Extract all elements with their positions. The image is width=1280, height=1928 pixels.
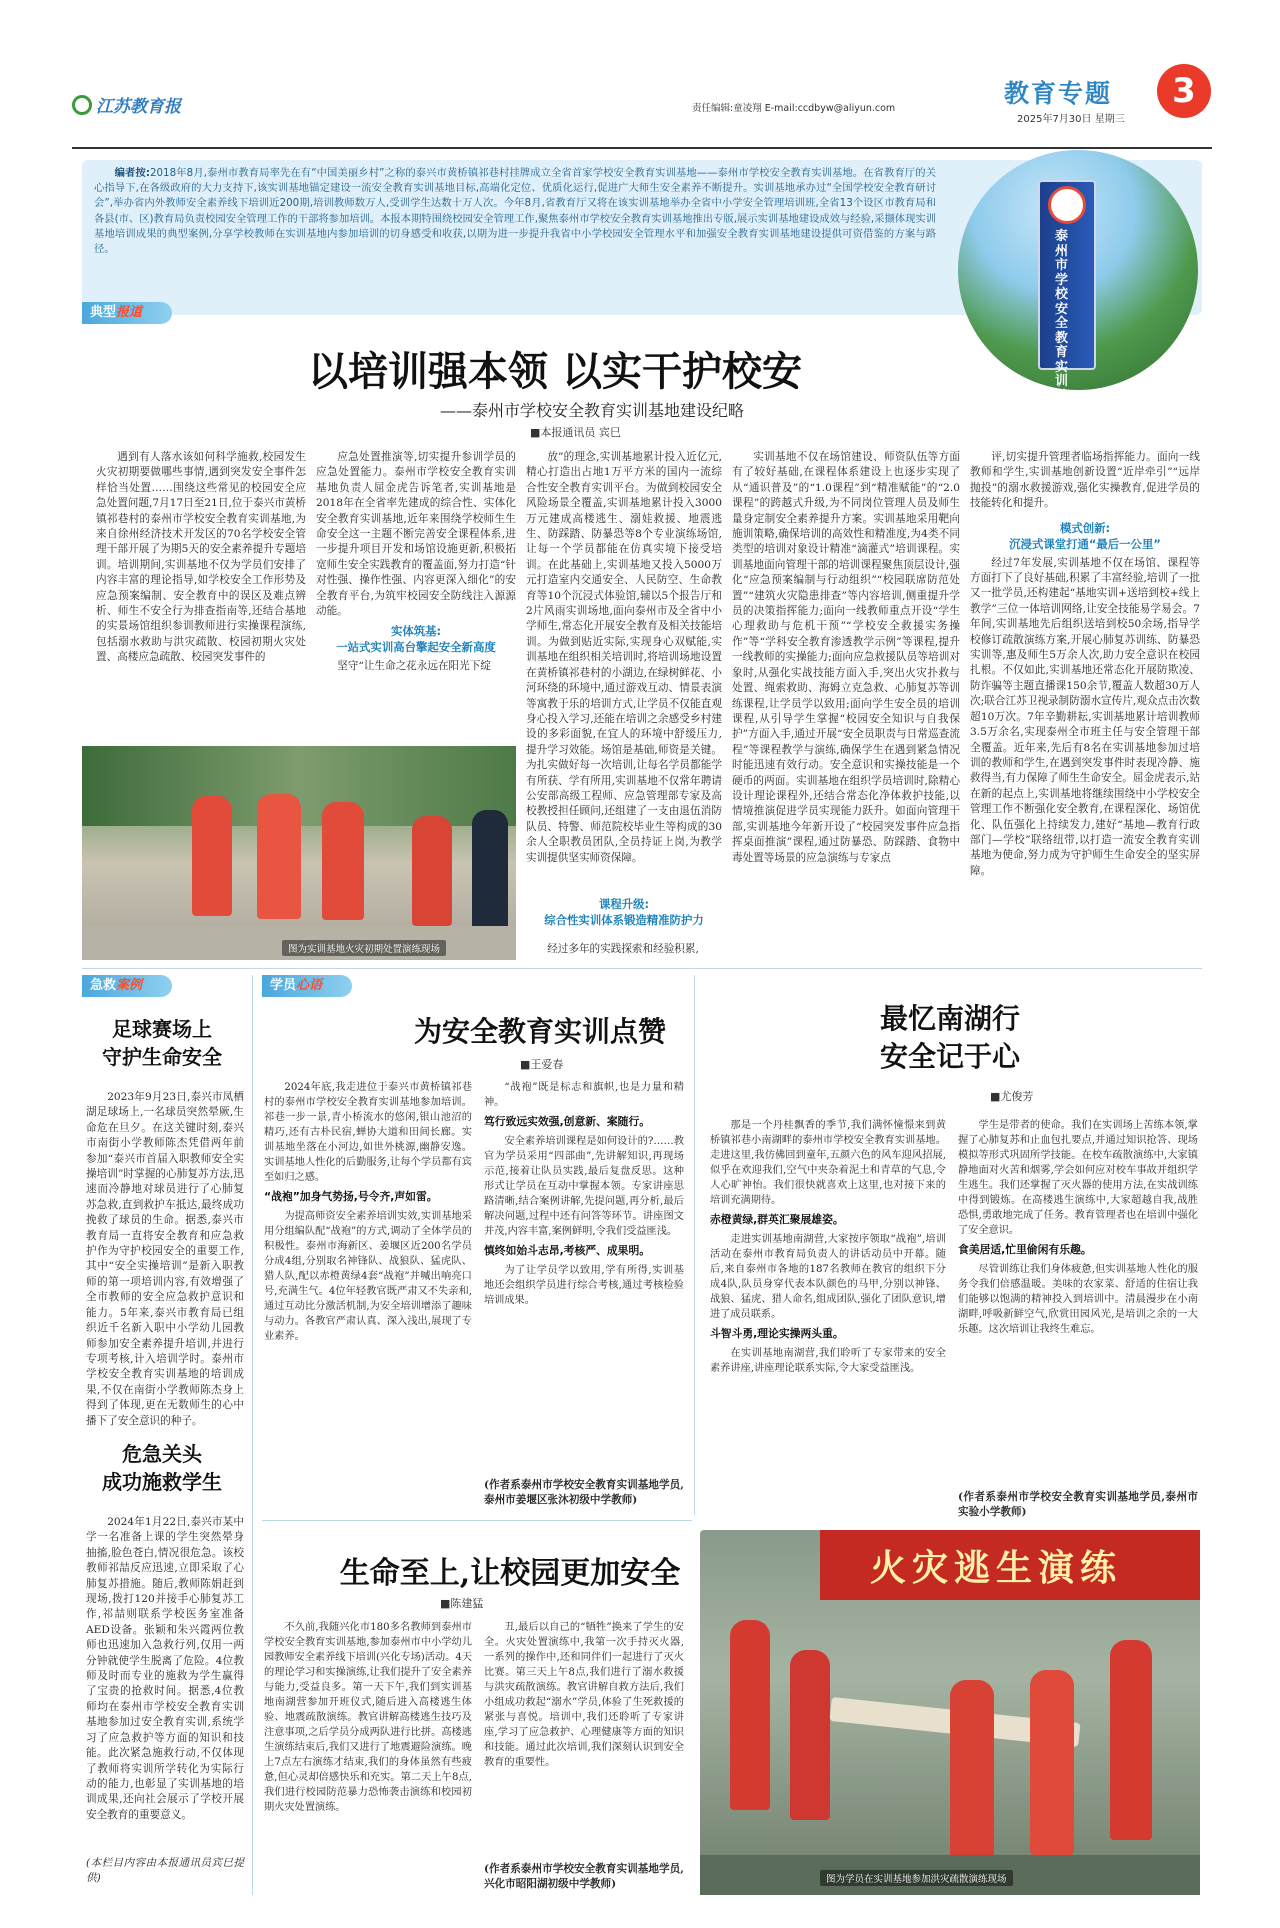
feature-col-3: 放”的理念,实训基地累计投入近亿元,精心打造出占地1万平方米的国内一流综合性安全教育实训平台。为做到校园安全风险场景全覆盖,实训基地累计投入3000万元建成高楼逃生、溺娃救援、地震逃生、防踩踏、防暴恐等8个专业演练场馆,让每一个学员都能在仿真实境下接受培训。在此基础上,实训基地又投入5000万元打造室内交通安全、人民防空、生命教育等10个沉浸式体验馆,辅以5个报告厅和2片风雨实训场地,面向泰州市及全省中小学师生,常态化开展安全教育及相关技能培训。为做到贴近实际,实现身心双赋能,实训基地在组织相关培训时,将培训场地设置在黄桥镇祁巷村的小湖边,在绿树鲜花、小河环绕的环境中,通过游戏互动、情景表演等寓教于乐的培训方式,让学员不仅能直观身心投入学习,还能在培训之余感受乡村建设的多彩面貌,在宜人的环境中舒缓压力,提升学习效能。场馆是基础,师资是关键。为扎实做好每一次培训,让每名学员都能学有所获、学有所用,实训基地不仅常年聘请公安部高级工程师、应急管理部专家及高校教授担任顾问,还组建了一支由退伍消防队员、特警、师范院校毕业生等构成的30余人全职教员团队,全员持证上岗,为教学实训提供坚实师资保障。 bbox=[526, 451, 722, 864]
evacuation-drill-photo bbox=[700, 1530, 1200, 1895]
case-1-title: 足球赛场上 守护生命安全 bbox=[102, 1017, 222, 1069]
feature-subtitle: ——泰州市学校安全教育实训基地建设纪略 bbox=[440, 401, 745, 420]
editor-note-text: 2018年8月,泰州市教育局率先在有“中国美丽乡村”之称的泰兴市黄桥镇祁巷村挂牌成立全省首家学校安全教育实训基地——泰州市学校安全教育实训基地。在省教育厅的关心指导下,在各级政府的大力支持下,该实训基地锚定建设一流安全教育实训基地目标,高端化定位、优质化运行,促进广大师生安全素养不断提升。实训基地承办过“全国学校安全教育研讨会”,举办省内外教师安全素养线下培训近200期,培训教师数万人,受训学生达数十万人次。今年8月,省教育厅又将在该实训基地举办全省中小学安全管理培训班,全省13个设区市教育局和各县(市、区)教育局负责校园安全管理工作的干部将参加培训。本报本期特围绕校园安全管理工作,聚焦泰州市学校安全教育实训基地推出专版,展示实训基地建设成效与经验,采撷体现实训基地培训成果的典型案例,分享学校教师在实训基地内参加培训的切身感受和收获,以期为进一步提升我省中小学校园安全管理水平和加强安全教育实训基地建设提供可资借鉴的方案与路径。 bbox=[94, 167, 936, 256]
feature-subhead-1b: 一站式实训高台擎起安全新高度 bbox=[336, 640, 496, 655]
paper-name: 江苏教育报 bbox=[96, 97, 181, 117]
feature-subhead-2: 课程升级: bbox=[598, 897, 650, 911]
voice-2-source: (作者系泰州市学校安全教育实训基地学员,兴化市昭阳湖初级中学教师) bbox=[484, 1863, 684, 1891]
photo-person-1 bbox=[192, 796, 232, 916]
photo-person-2 bbox=[257, 794, 301, 919]
voice-2-byline: ■陈建猛 bbox=[440, 1597, 484, 1610]
voice-1-title: 为安全教育实训点赞 bbox=[413, 1015, 666, 1048]
feature-subhead-3: 模式创新: bbox=[1059, 520, 1111, 535]
photo-banner-text: 火灾逃生演练 bbox=[870, 1548, 1123, 1589]
photo-person-5 bbox=[472, 810, 508, 930]
feature-subhead-1: 实体筑基: bbox=[390, 624, 442, 639]
sign-photo bbox=[958, 150, 1198, 418]
case-1-text: 2023年9月23日,泰兴市凤栖湖足球场上,一名球员突然晕厥,生命危在旦夕。在这关键时刻,泰兴市南街小学教师陈杰凭借两年前参加“泰兴市首届入职教师安全实操培训”时掌握的心肺复苏方法,迅速而冷静地对球员进行了心肺复苏急救,直到救护车抵达,最终成功挽救了球员的生命。据悉,泰兴市教育局一直将安全教育和应急救护作为守护校园安全的重要工作,其中“安全实操培训”是新入职教师的第一项培训内容,有效增强了全市教师的安全应急救护意识和能力。5年来,泰兴市教育局已组织近千名新入职中小学幼儿园教师参加安全素养提升培训,并进行专项考核,计入培训学时。泰州市学校安全教育实训基地的培训成果,不仅在南街小学教师陈杰身上得到了体现,更在无数师生的心中播下了安全意识的种子。 bbox=[86, 1091, 244, 1427]
voice-divider-1 bbox=[262, 1520, 692, 1521]
feature-bottom-divider bbox=[82, 968, 1202, 969]
voice-3-subhead-3: 食美居适,忙里偷闲有乐趣。 bbox=[958, 1243, 1092, 1256]
editor-line: 责任编辑:童凌翔 E-mail:ccdbyw@aliyun.com bbox=[692, 103, 896, 114]
voice-1-col-1: 2024年底,我走进位于泰兴市黄桥镇祁巷村的泰州市学校安全教育实训基地参加培训。祁巷一步一景,青小桥流水的悠闲,银山池沼的精巧,还有古朴民宿,蝉协大道和田间长廊。实训基地坐落在小河边,如世外桃源,幽静安逸。实训基地人性化的后勤服务,让每个学员都有宾至如归之感。 “战袍”加身气势扬,号令齐,声如雷。 为提高师资安全素养培训实效,实训基地采用分组编队配“战袍”的方式,调动了全体学员的积极性。泰州市海新区、姜堰区近200名学员分成4组,分别取名神锋队、战狼队、猛虎队、猎人队,配以赤橙黄绿4套“战袍”并喊出响亮口号,充满生气。4位年轻教官既严肃又不失亲和,通过互动比分激活机制,为安全培训增添了趣味与动力。各教官严肃认真、深入浅出,展现了专业素养。 bbox=[264, 1082, 472, 1342]
feature-subhead-3b: 沉浸式课堂打通“最后一公里” bbox=[1009, 536, 1161, 551]
voice-3-col-1: 那是一个丹桂飘香的季节,我们满怀憧憬来到黄桥镇祁巷小南湖畔的泰州市学校安全教育实训基地。走进这里,我仿佛回到童年,五颜六色的风车迎风招展,似乎在欢迎我们,空气中夹杂着泥土和青草的气息,令人心旷神怡。我们很快就喜欢上这里,也对接下来的培训充满期待。 赤橙黄绿,群英汇聚展雄姿。 走进实训基地南湖营,大家按序领取“战袍”,培训活动在泰州市教育局负责人的讲话动员中开幕。随后,来自泰州市各地的187名教师在教官的组织下分成4队,队员身穿代表本队颜色的马甲,分别以神锋、战狼、猛虎、猎人命名,组成团队,强化了团队意识,增进了成员联系。 斗智斗勇,理论实操两头重。 在实训基地南湖营,我们聆听了专家带来的安全素养讲座,讲座理论联系实际,令大家受益匪浅。 bbox=[710, 1120, 946, 1374]
date-line: 2025年7月30日 星期三 bbox=[1017, 114, 1125, 125]
case-2-title: 危急关头 成功施救学生 bbox=[102, 1442, 222, 1494]
masthead bbox=[72, 71, 1212, 128]
feature-col-3b: 经过多年的实践探索和经验积累, bbox=[547, 943, 699, 955]
voice-2-title: 生命至上,让校园更加安全 bbox=[339, 1556, 681, 1591]
feature-byline: ■本报通讯员 宾巳 bbox=[530, 426, 621, 439]
case-2-text: 2024年1月22日,泰兴市某中学一名准备上课的学生突然晕身抽搐,脸色苍白,情况很危急。该校教师祁喆反应迅速,立即采取了心肺复苏措施。随后,教师陈娟赶到现场,拨打120并接手心肺复苏工作,祁喆则联系学校医务室准备AED设备。张颖和朱兴霞两位教师也迅速加入急救行列,仅用一两分钟就使学生脱离了危险。4位教师及时而专业的施救为学生赢得了宝贵的抢救时间。据悉,4位教师均在泰州市学校安全教育实训基地参加过安全教育实训,系统学习了应急救护等方面的知识和技能。此次紧急施救行动,不仅体现了教师将实训所学转化为实际行动的能力,也彰显了实训基地的培训成果,还向社会展示了学校开展安全教育的重要意义。 bbox=[86, 1516, 244, 1821]
fire-drill-caption: 图为实训基地火灾初期处置演练现场 bbox=[282, 940, 446, 956]
cases-divider bbox=[252, 975, 253, 1895]
feature-col-2: 应急处置推演等,切实提升参训学员的应急处置能力。泰州市学校安全教育实训基地负责人屈金虎告诉笔者,实训基地是2018年在全省率先建成的综合性、实体化安全教育实训基地,近年来围绕学校师生生命安全这一主题不断完善安全课程体系,进一步提升项目开发和场馆设施更新,积极拓宽师生安全实践教育的覆盖面,努力打造“针对性强、操作性强、内容更深入细化”的安全教育平台,为筑牢校园安全防线注入源源动能。 实体筑基: 一站式实训高台擎起安全新高度 坚守“让生命之花永远在阳光下绽 bbox=[316, 451, 516, 673]
editor-note bbox=[94, 166, 936, 306]
feature-col-4: 实训基地不仅在场馆建设、师资队伍等方面有了较好基础,在课程体系建设上也逐步实现了从“通识普及”的“1.0课程”到“精准赋能”的“2.0课程”的跨越式升级,为不同岗位管理人员及师生量身定制安全素养提升方案。实训基地采用靶向施训策略,确保培训的高效性和精准度,为4类不同类型的培训对象设计精准“滴灌式”培训课程。实训基地面向管理干部的培训课程聚焦顶层设计,强化“应急预案编制与行动组织”“校园联席防范处置”“建筑火灾隐患排查”等内容培训,侧重提升学员的决策指挥能力;面向一线教师重点开设“学生心理救助与危机干预”“学校安全救援实务操作”等“学科安全教育渗透教学示例”等课程,提升一线教师的实操能力;面向应急救援队员等培训对象时,从强化实战技能方面入手,突出火灾扑救与处置、绳索救助、海姆立克急救、心肺复苏等训练课程,让学员学以致用;面向学生安全员的培训课程,从引导学生掌握“校园安全知识与自我保护”方面入手,通过开展“安全员职责与日常巡查流程”等课程教学与演练,确保学生在遇到紧急情况时能迅速有效行动。安全意识和实操技能是一个硬币的两面。实训基地在组织学员培训时,除精心设计理论课程外,还结合常态化净体救护技能,以情境推演促进学员实现能力跃升。如面向管理干部,实训基地今年新开设了“校园突发事件应急指挥桌面推演”课程,通过防暴恐、防踩踏、食物中毒处置等场景的应急演练与专家点 bbox=[732, 451, 960, 864]
photo-student-3 bbox=[950, 1680, 994, 1860]
evacuation-drill-caption: 图为学员在实训基地参加洪灾疏散演练现场 bbox=[820, 1870, 1013, 1886]
voice-1-byline: ■王爱春 bbox=[520, 1058, 564, 1071]
cases-source: (本栏目内容由本报通讯员宾巳提供) bbox=[86, 1857, 244, 1885]
feature-subhead-2-block bbox=[526, 892, 722, 932]
voice-3-source: (作者系泰州市学校安全教育实训基地学员,泰州市实验小学教师) bbox=[958, 1491, 1198, 1519]
photo-person-4 bbox=[412, 816, 452, 926]
fire-drill-photo bbox=[82, 746, 516, 960]
editor-note-label: 编者按: bbox=[114, 167, 150, 179]
voice-3-byline: ■尤俊芳 bbox=[990, 1090, 1034, 1103]
voice-3-col-2: 学生是带者的使命。我们在实训场上苦练本领,掌握了心肺复苏和止血包扎要点,并通过知识抢答、现场模拟等形式巩固所学技能。在校车疏散演练中,大家镇静地面对火苦和烟雾,学会如何应对校车事故并组织学生逃生。我们还掌握了灭火器的使用方法,在实战训练中得到锻炼。在高楼逃生演练中,大家超越自我,战胜恐惧,勇敢地完成了任务。教育管理者也在培训中强化了安全意识。 食美居适,忙里偷闲有乐趣。 尽管训练让我们身体疲惫,但实训基地人性化的服务令我们倍感温暖。美味的农家菜、舒适的住宿让我们能够以饱满的精神投入到培训中。清晨漫步在小南湖畔,呼吸新鲜空气,欣赏田园风光,是培训之余的一大乐趣。这次培训让我终生难忘。 bbox=[958, 1120, 1198, 1335]
voice-1-subhead-1: “战袍”加身气势扬,号令齐,声如雷。 bbox=[264, 1190, 438, 1203]
voice-3-subhead-1: 赤橙黄绿,群英汇聚展雄姿。 bbox=[710, 1213, 844, 1226]
cases-section-tag: 急救案例 bbox=[82, 975, 172, 997]
photo-student-5 bbox=[1110, 1640, 1152, 1840]
masthead-divider bbox=[72, 147, 1212, 149]
page-number-badge: 3 bbox=[1157, 64, 1211, 118]
photo-student-4 bbox=[1030, 1670, 1074, 1855]
photo-student-2 bbox=[790, 1650, 830, 1820]
voice-2-col-1: 不久前,我随兴化市180多名教师到泰州市学校安全教育实训基地,参加泰州市中小学幼儿园教师安全素养线下培训(兴化专场)活动。4天的理论学习和实操演练,让我们提升了安全素养与能力,受益良多。第一天下午,我们到实训基地南湖营参加开班仪式,随后进入高楼逃生体验、地震疏散演练。教官讲解高楼逃生技巧及注意事项,之后学员分成两队进行比拼。高楼逃生演练结束后,我们又进行了地震避险演练。晚上7点左右演练才结束,我们的身体虽然有些疲惫,但心灵却倍感快乐和充实。第二天上午8点,我们进行校园防范暴力恐怖袭击演练和校园初期火灾处置演练。 bbox=[264, 1622, 472, 1813]
sign-text: 泰州市学校安全教育实训基地 bbox=[1055, 229, 1069, 418]
voice-1-source: (作者系泰州市学校安全教育实训基地学员,泰州市姜堰区张沐初级中学教师) bbox=[484, 1479, 684, 1507]
photo-person-3 bbox=[322, 802, 364, 920]
feature-section-tag: 典型报道 bbox=[82, 302, 172, 324]
sign-emblem-icon bbox=[1048, 186, 1086, 224]
voice-3-title: 最忆南湖行 安全记于心 bbox=[879, 1002, 1020, 1073]
voice-2-col-2: 丑,最后以自己的“牺牲”换来了学生的安全。火灾处置演练中,我第一次手持灭火器,一系列的操作中,还和同伴们一起进行了灭火比赛。第三天上午8点,我们进行了溺水救援与洪灾疏散演练。教官讲解自救方法后,我们小组成功救起“溺水”学员,体验了生死救援的紧张与喜悦。培训中,我们还聆听了专家讲座,学习了应急救护、心理健康等方面的知识和技能。通过此次培训,我们深刻认识到安全教育的重要性。 bbox=[484, 1622, 684, 1768]
voice-3-subhead-2: 斗智斗勇,理论实操两头重。 bbox=[710, 1327, 844, 1340]
voice-1-subhead-2: 笃行致远实效强,创意新、案随行。 bbox=[484, 1115, 651, 1128]
paper-logo bbox=[72, 92, 181, 117]
voices-divider-v bbox=[694, 975, 695, 1515]
voices-section-tag: 学员心语 bbox=[262, 975, 352, 997]
logo-e-icon bbox=[72, 95, 92, 115]
feature-title: 以培训强本领 以实干护校安 bbox=[308, 348, 802, 395]
photo-student-1 bbox=[730, 1620, 770, 1810]
voice-1-subhead-3: 慎终如始斗志昂,考核严、成果明。 bbox=[484, 1244, 651, 1257]
feature-col-1: 遇到有人落水该如何科学施救,校园发生火灾初期要做哪些事情,遇到突发安全事件怎样恰当处置……围绕这些常见的校园安全应急处置问题,7月17日至21日,位于泰兴市黄桥镇祁巷村的泰州市学校安全教育实训基地,为来自徐州经济技术开发区的70名学校安全管理干部开展了为期5天的安全素养提升专题培训。培训期间,实训基地不仅为学员们安排了内容丰富的理论指导,如学校安全工作形势及应急预案编制、安全教育中的误区及难点辨析、师生不安全行为排查指南等,还结合基地的实景场馆组织参训教师进行实操课程演练,包括溺水救助与洪灾疏散、校园初期火灾处置、高楼应急疏散、校园突发事件的 bbox=[96, 451, 306, 664]
section-label: 教育专题 bbox=[1004, 79, 1113, 108]
voice-1-col-2: “战袍”既是标志和旗帜,也是力量和精神。 笃行致远实效强,创意新、案随行。 安全素养培训课程是如何设计的?……教官为学员采用“四部曲”,先讲解知识,再现场示范,接着让队员实践,最后复盘反思。这种形式让学员在互动中掌握本领。专家讲座思路清晰,结合案例讲解,先提问题,再分析,最后解决问题,过程中还有问答等环节。讲座图文并茂,内容丰富,案例鲜明,令我们受益匪浅。 慎终如始斗志昂,考核严、成果明。 为了让学员学以致用,学有所得,实训基地还会组织学员进行综合考核,通过考核检验培训成果。 bbox=[484, 1082, 684, 1306]
feature-subhead-2b: 综合性实训体系锻造精准防护力 bbox=[544, 913, 704, 927]
feature-col-5: 评,切实提升管理者临场指挥能力。面向一线教师和学生,实训基地创新设置“近岸牵引”“远岸抛投”的溺水救援游戏,强化实操教育,促进学员的技能转化和提升。 模式创新: 沉浸式课堂打通“最后一公里” 经过7年发展,实训基地不仅在场馆、课程等方面打下了良好基础,积累了丰富经验,培训了一批又一批学员,还构建起“基地实训+送培到校+线上教学”三位一体培训网络,让安全技能易学易会。7年间,实训基地先后组织送培到校50余场,指导学校修订疏散演练方案,开展心肺复苏训练、防暴恐实训等,惠及师生5万余人次,助力安全意识在校园扎根。不仅如此,实训基地还常态化开展防欺凌、防诈骗等主题直播课150余节,覆盖人数超30万人次;联合江苏卫视录制防溺水宣传片,观众点击次数超10万次。7年辛勤耕耘,实训基地累计培训教师3.5万余名,实现泰州全市班主任与安全管理干部全覆盖。近年来,先后有8名在实训基地参加过培训的教师和学生,在遇到突发事件时表现冷静、施救得当,有力保障了师生生命安全。屈金虎表示,站在新的起点上,实训基地将继续围绕中小学校安全管理工作不断强化安全教育,在课程深化、场馆优化、队伍强化上持续发力,建好“基地—教育行政部门—学校”联络纽带,以打造一流安全教育实训基地为使命,努力成为守护师生生命安全的坚实屏障。 bbox=[970, 451, 1200, 877]
